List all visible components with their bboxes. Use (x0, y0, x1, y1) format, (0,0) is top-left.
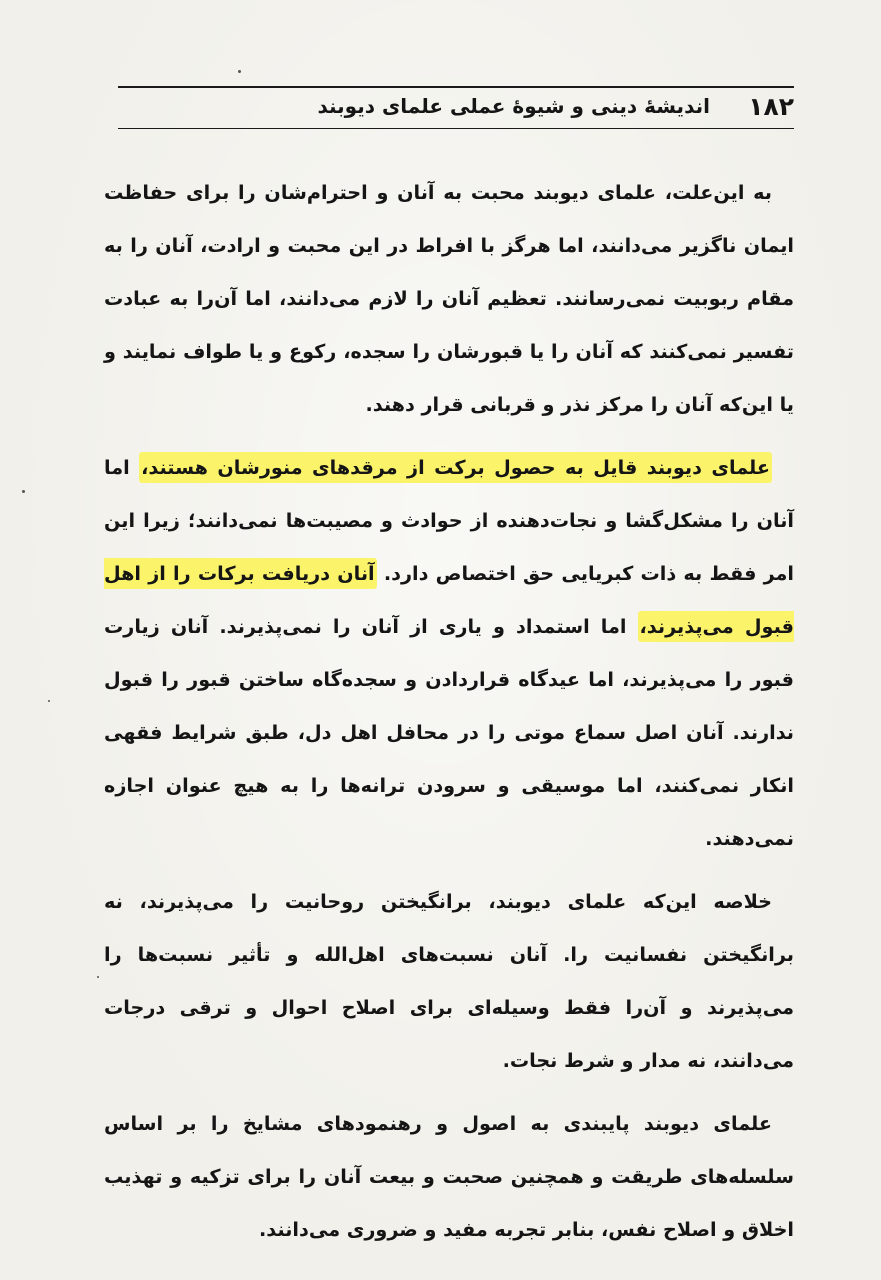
ink-speck (22, 490, 25, 493)
paragraph-text: اما آنان را مشکل‌گشا و نجات‌دهنده از حوادث و مصیبت‌ها نمی‌دانند؛ زیرا این امر فقط به ذات کبریایی حق اختصاص دارد. (104, 456, 794, 585)
paragraph-text: خلاصه این‌که علمای دیوبند، برانگیختن روحانیت را می‌پذیرند، نه برانگیختن نفسانیت را. آنان نسبت‌های اهل‌الله و تأثیر نسبت‌ها را می‌پذیرند و آن‌را فقط وسیله‌ای برای اصلاح احوال و ترقی درجات می‌دانند، نه مدار و شرط نجات. (104, 890, 794, 1072)
header-bottom-rule (118, 128, 794, 129)
paragraph-3 (104, 875, 794, 1087)
paragraph-2 (104, 441, 794, 865)
paragraph-4 (104, 1097, 794, 1256)
paragraph-text: به این‌علت، علمای دیوبند محبت به آنان و احترام‌شان را برای حفاظت ایمان ناگزیر می‌دانند، اما هرگز با افراط در این محبت و ارادت، آنان را به مقام ربوبیت نمی‌رسانند. تعظیم آنان را لازم می‌دانند، اما آن‌را به عبادت تفسیر نمی‌کنند که آنان را یا قبورشان را سجده، رکوع و یا طواف نمایند و یا این‌که آنان را مرکز نذر و قربانی قرار دهند. (104, 181, 794, 416)
paragraph-1 (104, 166, 794, 431)
ink-speck (238, 70, 241, 73)
paragraph-text: اما استمداد و یاری از آنان را نمی‌پذیرند. آنان زیارت قبور را می‌پذیرند، اما عیدگاه قراردادن و سجده‌گاه ساختن قبور را قبول ندارند. آنان اصل سماع موتی را در محافل اهل دل، طبق شرایط فقهی انکار نمی‌کنند، اما موسیقی و سرودن ترانه‌ها را به هیچ عنوان اجازه نمی‌دهند. (104, 615, 794, 850)
body-text (104, 166, 794, 1266)
ink-speck (48, 700, 50, 702)
page-number: ۱۸۲ (748, 92, 794, 121)
header-top-rule (118, 86, 794, 88)
ink-speck (97, 976, 99, 978)
paragraph-text: علمای دیوبند پایبندی به اصول و رهنمودهای مشایخ را بر اساس سلسله‌های طریقت و همچنین صحبت و بیعت آنان را برای تزکیه و تهذیب اخلاق و اصلاح نفس، بنابر تجربه مفید و ضروری می‌دانند. (104, 1112, 794, 1241)
running-title: اندیشهٔ دینی و شیوهٔ عملی علمای دیوبند (317, 94, 710, 118)
highlighted-text: آنان دریافت برکات را از اهل قبول می‌پذیرند، (104, 558, 794, 642)
highlighted-text: علمای دیوبند قایل به حصول برکت از مرقدهای منورشان هستند، (139, 452, 772, 483)
page-header (118, 86, 794, 130)
